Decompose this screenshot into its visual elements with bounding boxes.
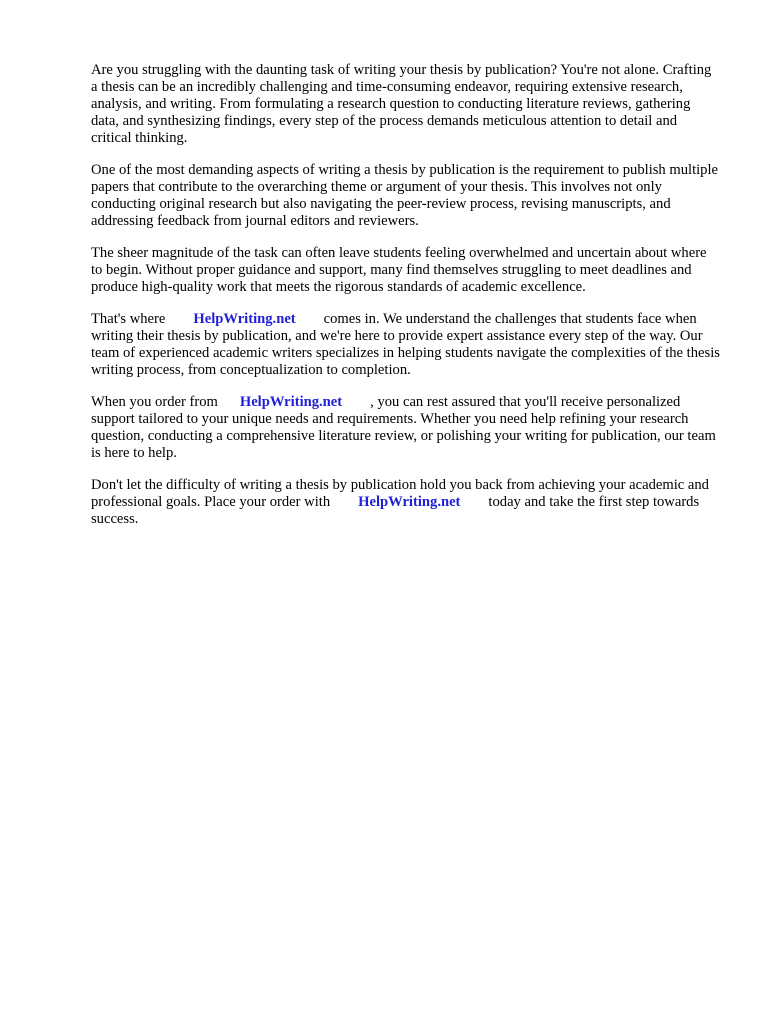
helpwriting-link-1[interactable]: HelpWriting.net [193, 311, 296, 327]
paragraph-thats-where [91, 311, 721, 379]
paragraph-thats-where-before: That's where [91, 311, 166, 327]
paragraph-closing-before: Don't let the difficulty of writing a thesis by publication hold you back from achieving your academic and professional goals. Place your order with [91, 477, 709, 510]
document-body [91, 62, 721, 543]
paragraph-order-from-after: , you can rest assured that you'll receive personalized support tailored to your unique needs and requirements. Whether you need help refining your research question, conducting a comprehensive literature review, or polishing your writing for publication, our team is here to help. [91, 394, 716, 461]
helpwriting-link-2[interactable]: HelpWriting.net [239, 394, 343, 410]
helpwriting-link-3[interactable]: HelpWriting.net [358, 494, 461, 510]
paragraph-thats-where-after: comes in. We understand the challenges that students face when writing their thesis by publication, and we're here to provide expert assistance every step of the way. Our team of experienced academic writers specializes in helping students navigate the complexities of the thesis writing process, from conceptualization to completion. [91, 311, 720, 378]
paragraph-order-from [91, 394, 721, 462]
paragraph-magnitude-text: The sheer magnitude of the task can often leave students feeling overwhelmed and uncertain about where to begin. Without proper guidance and support, many find themselves struggling to meet deadlines and produce high-quality work that meets the rigorous standards of academic excellence. [91, 245, 707, 295]
paragraph-closing [91, 477, 721, 528]
paragraph-intro [91, 62, 721, 147]
paragraph-demands [91, 162, 721, 230]
paragraph-closing-after: today and take the first step towards success. [91, 494, 700, 527]
paragraph-order-from-before: When you order from [91, 394, 218, 410]
paragraph-intro-text: Are you struggling with the daunting task of writing your thesis by publication? You're not alone. Crafting a thesis can be an incredibly challenging and time-consuming endeavor, requiring extensive research, analysis, and writing. From formulating a research question to conducting literature reviews, gathering data, and synthesizing findings, every step of the process demands meticulous attention to detail and critical thinking. [91, 62, 712, 146]
paragraph-demands-text: One of the most demanding aspects of writing a thesis by publication is the requirement to publish multiple papers that contribute to the overarching theme or argument of your thesis. This involves not only conducting original research but also navigating the peer-review process, revising manuscripts, and addressing feedback from journal editors and reviewers. [91, 162, 719, 229]
paragraph-magnitude [91, 245, 721, 296]
